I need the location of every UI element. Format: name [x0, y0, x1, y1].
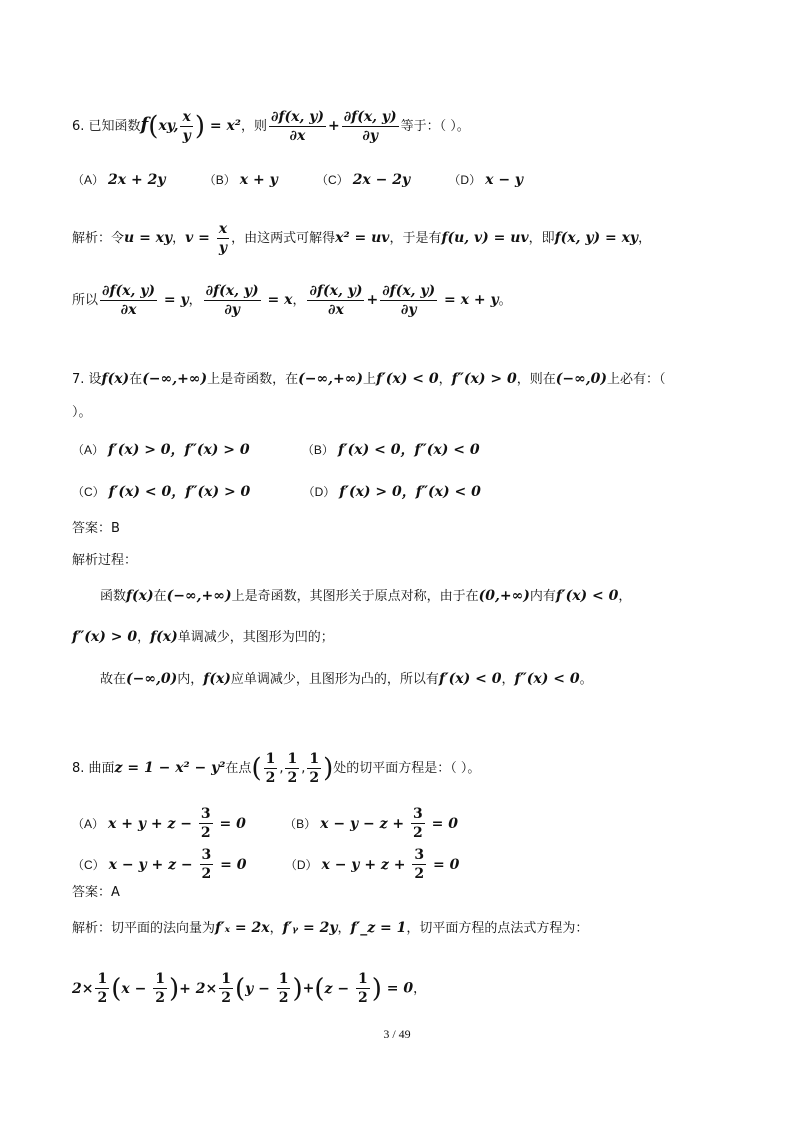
- q7-process-line3: 故在(−∞,0)内，f(x)应单调减少，且图形为凸的，所以有f′(x) < 0，f″(x) < 0。: [100, 671, 593, 687]
- q7-stem-2: 在: [129, 372, 143, 387]
- q6-option-b: x + y: [239, 172, 278, 188]
- q8-answer: 答案：A: [72, 885, 120, 900]
- q6-option-a: 2x + 2y: [108, 172, 166, 188]
- q7-stem-cont: [72, 404, 734, 422]
- q7-option-a: f′(x) > 0，f″(x) > 0: [108, 442, 250, 458]
- q7-option-c: f′(x) < 0，f″(x) > 0: [108, 484, 251, 500]
- q6-option-c-label: （C）: [316, 173, 349, 187]
- q7-p3-a: 故在: [100, 672, 127, 687]
- q7-stem-6: 上必有：（: [606, 372, 666, 387]
- q6-option-a-label: （A）: [72, 173, 105, 187]
- q8-analysis-line1: 解析：切平面的法向量为f′ₓ = 2x，f′ᵧ = 2y，f′_z = 1，切平面方程的点法式方程为：: [72, 920, 589, 936]
- q7-option-a-label: （A）: [72, 443, 105, 457]
- page-number: 3 / 49: [383, 1027, 411, 1041]
- q8-option-a-label: （A）: [72, 816, 105, 831]
- q8-option-c: x − y + z − $\frac{3}{2}$ = 0: [108, 847, 247, 882]
- q6-analysis-ie: ，即: [528, 231, 555, 246]
- q7-option-d: f′(x) > 0，f″(x) < 0: [339, 484, 481, 500]
- q8-stem-1: 8. 曲面: [72, 761, 115, 776]
- q6-analysis-solve: ，由这两式可解得: [231, 231, 336, 246]
- q7-p1-a: 函数: [100, 589, 127, 604]
- q6-analysis-line1: 解析：令u = xy，v = $\frac{x}{y}$ ，由这两式可解得x² = uv，于是有f(u, v) = uv，即f(x, y) = xy，: [72, 221, 652, 256]
- q6-stem-prefix: 6. 已知函数: [72, 119, 141, 134]
- q6-stem-mid: ，则: [240, 119, 267, 134]
- q8-stem-2: 在点: [225, 761, 252, 776]
- q7-options-row2: [72, 483, 734, 502]
- q8-option-b: x − y − z + $\frac{3}{2}$ = 0: [320, 806, 459, 841]
- q7-options-row1: [72, 441, 734, 460]
- q7-p3-b: 内，: [177, 672, 204, 687]
- q8-options-row2: [72, 846, 734, 883]
- q7-process-title: 解析过程：: [72, 553, 138, 568]
- q6-option-c: 2x − 2y: [352, 172, 411, 188]
- q7-option-c-label: （C）: [72, 485, 105, 499]
- q7-p2-b: 单调减少，其图形为凹的；: [177, 630, 334, 645]
- q6-stem: 6. 已知函数f(xy, $\frac{x}{y}$ ) = x²，则 $\frac{\partial f(x, y)}{\partial x}$ + $\frac{\partial f(x, y)}{\partial y}$ 等于：（ ）。: [72, 109, 470, 144]
- q7-stem-4: 上: [363, 372, 377, 387]
- q7-stem-1: 7. 设: [72, 372, 102, 387]
- q6-option-d-label: （D）: [448, 173, 482, 187]
- q7-option-b-label: （B）: [301, 443, 334, 457]
- q7-p3-c: 应单调减少，且图形为凸的，所以有: [230, 672, 439, 687]
- q8-stem-3: 处的切平面方程是：（ ）。: [333, 761, 481, 776]
- q8-option-a: x + y + z − $\frac{3}{2}$ = 0: [108, 806, 246, 841]
- q7-p1-d: 内有: [529, 589, 556, 604]
- q8-options-row1: [72, 805, 734, 842]
- q6-option-b-label: （B）: [203, 173, 236, 187]
- q8-option-b-label: （B）: [284, 816, 317, 831]
- q8-analysis-equation: 2× $\frac{1}{2}$ (x − $\frac{1}{2}$ )+ 2× $\frac{1}{2}$ (y − $\frac{1}{2}$ )+(z − $\frac{1}{2}$ ) = 0，: [72, 971, 427, 1006]
- q6-analysis-intro: 解析：令: [72, 231, 125, 246]
- q7-p1-b: 在: [153, 589, 167, 604]
- q7-p3-d: 。: [579, 672, 593, 687]
- q6-option-d: x − y: [485, 172, 524, 188]
- q8-analysis-a: 解析：切平面的法向量为: [72, 921, 216, 936]
- q7-process-line1: 函数f(x)在(−∞,+∞)上是奇函数，其图形关于原点对称，由于在(0,+∞)内有f′(x) < 0，: [100, 588, 632, 604]
- q8-analysis-b: ，切平面方程的点法式方程为：: [406, 921, 589, 936]
- q7-answer: 答案：B: [72, 521, 120, 536]
- q6-analysis-line2: 所以 $\frac{\partial f(x, y)}{\partial x}$ = y， $\frac{\partial f(x, y)}{\partial y}$ = x， $\frac{\partial f(x, y)}{\partial x}$ + $\frac{\partial f(x, y)}{\partial y}$ = x + y。: [72, 283, 512, 318]
- q8-option-d: x − y + z + $\frac{3}{2}$ = 0: [321, 847, 460, 882]
- q6-analysis-therefore: 所以: [72, 293, 99, 308]
- q7-p1-c: 上是奇函数，其图形关于原点对称，由于在: [231, 589, 479, 604]
- q7-stem-3: 上是奇函数，在: [207, 372, 299, 387]
- q7-stem-close: ）。: [72, 405, 92, 420]
- q6-options: [72, 171, 734, 190]
- q8-option-c-label: （C）: [72, 857, 105, 872]
- q7-stem-5: ，则在: [516, 372, 556, 387]
- q8-stem: 8. 曲面z = 1 − x² − y²在点( $\frac{1}{2}$ , $\frac{1}{2}$ , $\frac{1}{2}$ )处的切平面方程是：（ ）。: [72, 751, 481, 786]
- q7-option-d-label: （D）: [302, 485, 336, 499]
- q6-stem-suffix: 等于：（ ）。: [400, 119, 470, 134]
- q6-analysis-so: ，于是有: [389, 231, 442, 246]
- q7-p2-a: ，: [137, 630, 151, 645]
- q7-process-line2: f″(x) > 0，f(x)单调减少，其图形为凹的；: [72, 629, 334, 645]
- q7-option-b: f′(x) < 0，f″(x) < 0: [337, 442, 480, 458]
- q7-stem: 7. 设f(x)在(−∞,+∞)上是奇函数，在(−∞,+∞)上f′(x) < 0，f″(x) > 0，则在(−∞,0)上必有：（: [72, 371, 666, 387]
- q8-option-d-label: （D）: [284, 857, 318, 872]
